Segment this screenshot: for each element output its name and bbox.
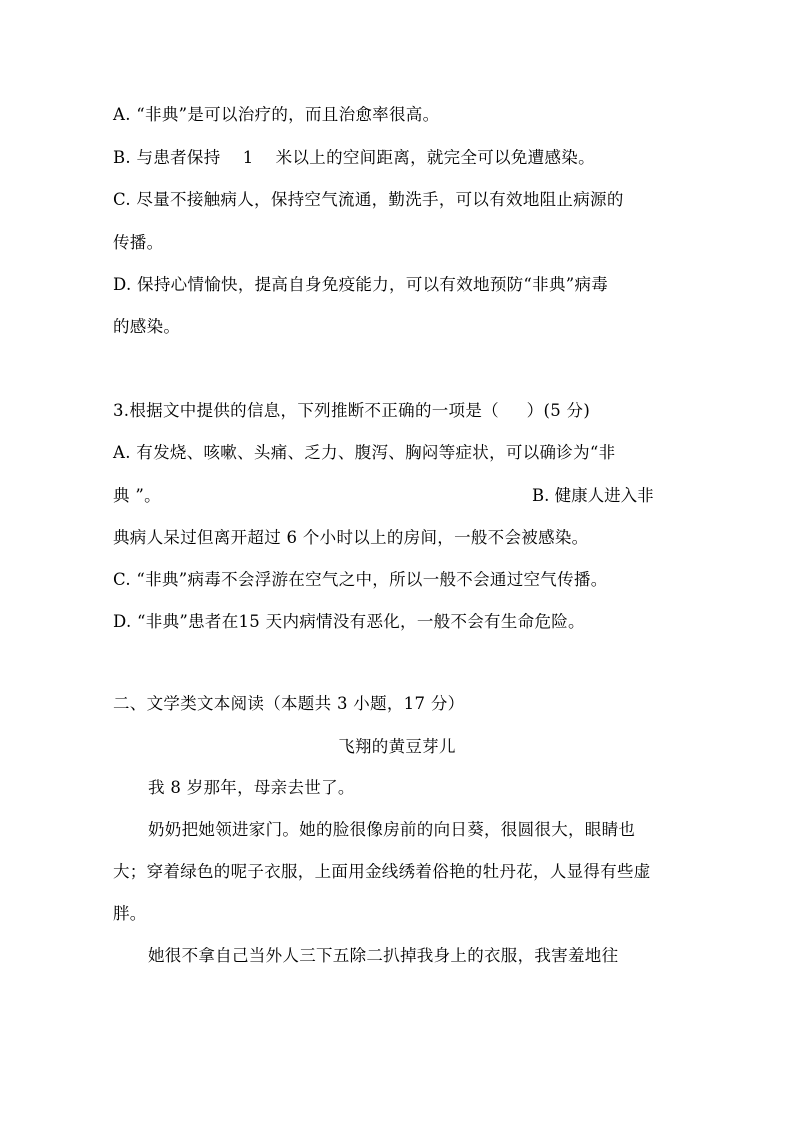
story-paragraph-2-line2: 大；穿着绿色的呢子衣服，上面用金线绣着俗艳的牡丹花，人显得有些虚: [113, 862, 651, 881]
story-paragraph-3-line1: 她很不拿自己当外人三下五除二扒掉我身上的衣服，我害羞地往: [148, 946, 619, 965]
q2-option-d-line2: 的感染。: [113, 317, 181, 336]
story-title: 飞翔的黄豆芽儿: [338, 737, 456, 756]
q2-option-c-line2: 传播。: [113, 233, 164, 252]
q2-option-a: A. “非典”是可以治疗的，而且治愈率很高。: [113, 105, 440, 124]
story-paragraph-1: 我 8 岁那年，母亲去世了。: [148, 778, 355, 797]
q3-question: 3.根据文中提供的信息，下列推断不正确的一项是（ ）(5 分): [113, 401, 591, 420]
q3-option-a-line1: A. 有发烧、咳嗽、头痛、乏力、腹泻、胸闷等症状，可以确诊为“非: [113, 443, 616, 462]
q2-option-c-line1: C. 尽量不接触病人，保持空气流通，勤洗手，可以有效地阻止病源的: [113, 190, 624, 209]
story-paragraph-2-line1: 奶奶把她领进家门。她的脸很像房前的向日葵，很圆很大，眼睛也: [148, 820, 636, 839]
q3-option-a-line2: 典 ”。: [113, 486, 161, 505]
story-paragraph-2-line3: 胖。: [113, 904, 147, 923]
q2-option-b: B. 与患者保持 1 米以上的空间距离，就完全可以免遭感染。: [113, 148, 595, 167]
q3-option-b-line2: 典病人呆过但离开超过 6 个小时以上的房间，一般不会被感染。: [113, 528, 589, 547]
q2-option-d-line1: D. 保持心情愉快，提高自身免疫能力，可以有效地预防“非典”病毒: [113, 275, 609, 294]
q3-option-c: C. “非典”病毒不会浮游在空气之中，所以一般不会通过空气传播。: [113, 570, 608, 589]
q3-option-b-line1: B. 健康人进入非: [532, 486, 654, 505]
section-heading: 二、文学类文本阅读（本题共 3 小题，17 分）: [113, 694, 465, 713]
q3-option-d: D. “非典”患者在15 天内病情没有恶化，一般不会有生命危险。: [113, 612, 585, 631]
